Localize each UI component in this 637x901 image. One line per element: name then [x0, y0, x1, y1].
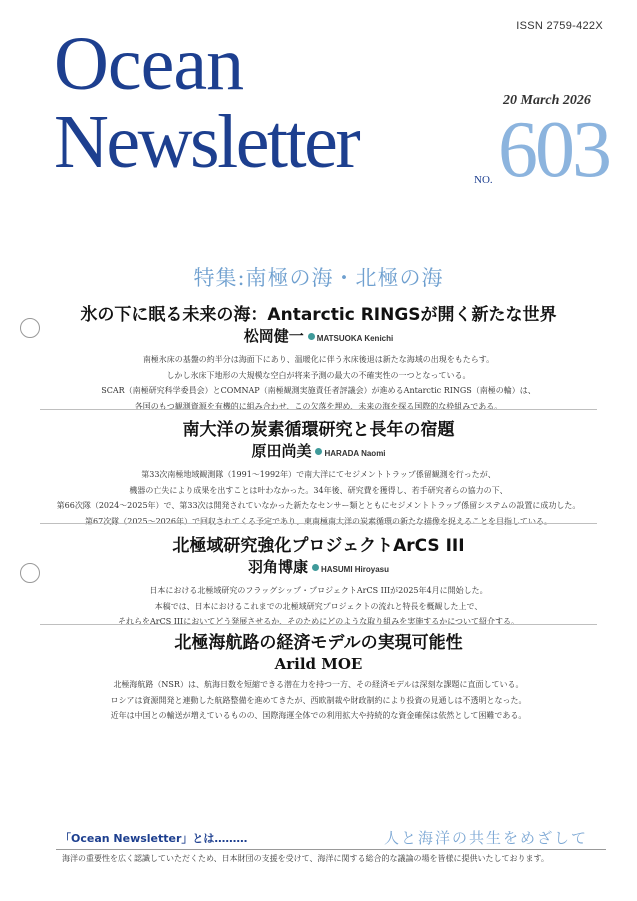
author-name: Arild MOE [274, 655, 363, 673]
binder-hole-top [20, 318, 40, 338]
author-marker-icon [312, 564, 319, 571]
article-title[interactable]: 北極域研究強化プロジェクトArCS III [172, 536, 465, 556]
special-feature-theme: 特集:南極の海・北極の海 [193, 266, 444, 290]
binder-hole-bottom [20, 563, 40, 583]
issue-number: 603 [498, 106, 609, 194]
article-summary [40, 352, 597, 414]
summary-line: それらをArCS IIIにおいてどう発展させるか、そのためにどのような取り組みを実施するかについて紹介する。 [117, 617, 520, 626]
article-summary [40, 677, 597, 724]
author-marker-icon [308, 333, 315, 340]
article-2 [40, 419, 597, 529]
article-author [40, 326, 597, 349]
summary-line: 機器の亡失により成果を出すことは叶わなかった。34年後、研究費を獲得し、若手研究者らの協力の下、 [129, 485, 508, 495]
article-divider [40, 523, 597, 524]
article-3 [40, 535, 597, 630]
article-divider [40, 409, 597, 410]
footer-description: 海洋の重要性を広く認識していただくため、日本財団の支援を受けて、海洋に関する総合的な議論の場を皆様に提供いたしております。 [62, 854, 549, 863]
author-marker-icon [315, 448, 322, 455]
author-name: 羽角博康 [247, 558, 308, 576]
article-1 [40, 304, 597, 414]
article-summary [40, 467, 597, 529]
issue-number-label: NO. [474, 174, 493, 186]
summary-line: 第33次南極地域観測隊（1991～1992年）で南大洋にてセジメントトラップ係留観測を行ったが、 [141, 470, 496, 479]
footer-tagline: 人と海洋の共生をめざして [384, 829, 589, 847]
summary-line: 北極海航路（NSR）は、航海日数を短縮できる潜在力を持つ一方、その経済モデルは深刻な課題に直面している。 [113, 680, 524, 689]
summary-line: 日本における北極域研究のフラッグシップ・プロジェクトArCS IIIが2025年4月に開始した。 [149, 586, 488, 595]
summary-line: 本稿では、日本におけるこれまでの北極域研究プロジェクトの流れと特長を概観した上で、 [154, 601, 483, 611]
article-title[interactable]: 北極海航路の経済モデルの実現可能性 [174, 633, 463, 653]
summary-line: 各国のもつ観測資源を有機的に組み合わせ、この欠落を埋め、未来の海を探る国際的な枠組みである。 [134, 401, 503, 411]
article-title[interactable]: 南大洋の炭素循環研究と長年の宿題 [182, 420, 455, 440]
summary-line: ロシアは資源開発と連動した航路整備を進めてきたが、西欧制裁や財政制約により投資の見通しは不透明となった。 [110, 695, 527, 705]
article-title[interactable]: 氷の下に眠る未来の海：Antarctic RINGSが開く新たな世界 [80, 305, 557, 325]
article-author [40, 441, 597, 464]
author-romaji: MATSUOKA Kenichi [316, 334, 394, 343]
summary-line: 近年は中国との輸送が増えているものの、国際海運全体での利用拡大や持続的な資金確保は依然として困難である。 [110, 711, 527, 720]
author-name: 松岡健一 [243, 327, 304, 345]
summary-line: しかし氷床下地形の大規模な空白が将来予測の最大の不確実性の一つとなっている。 [166, 370, 471, 380]
article-author [40, 557, 597, 580]
masthead-line-1: Ocean [54, 22, 244, 106]
article-summary [40, 583, 597, 630]
summary-line: 南極氷床の基盤の約半分は海面下にあり、温暖化に伴う氷床後退は新たな海域の出現をもたらす。 [142, 355, 495, 364]
footer-heading: 「Ocean Newsletter」とは……… [60, 832, 248, 845]
article-divider [40, 624, 597, 625]
author-name: 原田尚美 [251, 442, 312, 460]
summary-line: 第66次隊（2024～2025年）で、第33次は開発されていなかった新たなセンサー類とともにセジメントトラップ係留システムの設置に成功した。 [56, 501, 581, 510]
summary-line: SCAR（南極研究科学委員会）とCOMNAP（南極観測実施責任者評議会）が進めるAntarctic RINGS（南極の輪）は、 [101, 386, 536, 395]
issn-number: ISSN 2759-422X [516, 20, 603, 32]
issue-date: 20 March 2026 [503, 93, 591, 108]
author-romaji: HASUMI Hiroyasu [321, 565, 390, 574]
article-author [40, 654, 597, 674]
masthead-line-2: Newsletter [54, 100, 359, 184]
summary-line: 第67次隊（2025～2026年）で回収されてくる予定であり、東南極南大洋の炭素循環の新たな描像を捉えることを目指している。 [85, 516, 552, 526]
article-4 [40, 632, 597, 724]
author-romaji: HARADA Naomi [324, 449, 386, 458]
masthead-logo [54, 22, 359, 184]
footer-divider [56, 849, 606, 850]
